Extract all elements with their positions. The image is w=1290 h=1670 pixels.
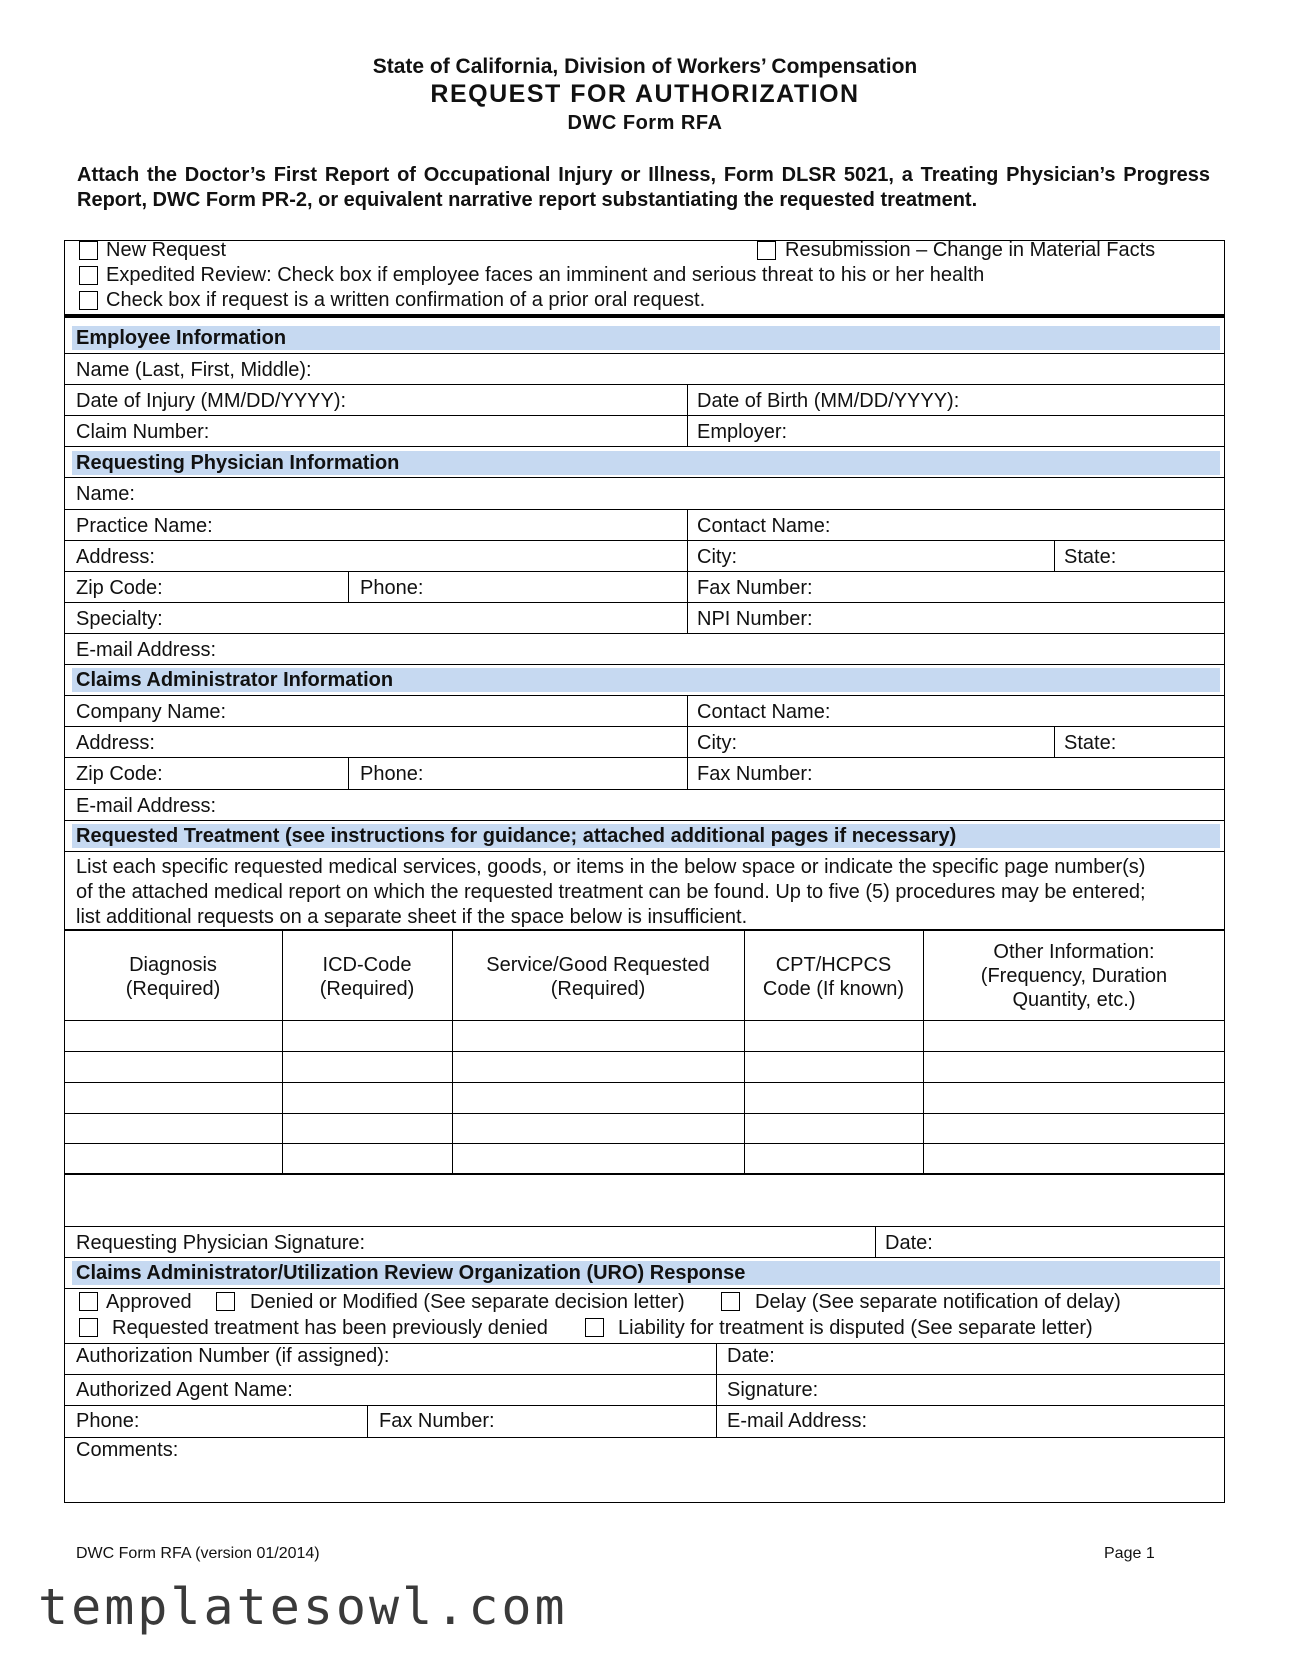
claims-admin-section-header xyxy=(72,668,1220,692)
date-of-injury-field[interactable]: Date of Injury (MM/DD/YYYY): xyxy=(76,390,347,412)
expedited-label: Expedited Review: Check box if employee faces an imminent and serious threat to his or her health xyxy=(106,264,985,286)
table-row-line xyxy=(64,1051,1225,1052)
physician-phone-field[interactable]: Phone: xyxy=(360,577,424,599)
signature-date-field[interactable]: Date: xyxy=(885,1232,933,1254)
row-line xyxy=(64,851,1225,852)
admin-email-field[interactable]: E-mail Address: xyxy=(76,795,217,817)
treatment-instructions-line: of the attached medical report on which the requested treatment can be found. Up to five (5) procedures may be entered; xyxy=(76,881,1146,903)
diagnosis-column-header xyxy=(64,953,282,1001)
row-line xyxy=(64,1288,1225,1289)
col-line xyxy=(875,1226,876,1257)
date-of-birth-field[interactable]: Date of Birth (MM/DD/YYYY): xyxy=(697,390,960,412)
row-line xyxy=(64,384,1225,385)
admin-city-field[interactable]: City: xyxy=(697,732,737,754)
other-info-column-header xyxy=(923,940,1225,1012)
physician-section-header xyxy=(72,451,1220,475)
col-line xyxy=(716,1343,717,1437)
expedited-checkbox[interactable] xyxy=(79,266,98,285)
row-line xyxy=(64,1405,1225,1406)
col-line xyxy=(348,757,349,789)
watermark: templatesowl.com xyxy=(38,1578,568,1636)
physician-fax-field[interactable]: Fax Number: xyxy=(697,577,813,599)
denied-label: Denied or Modified (See separate decision letter) xyxy=(250,1291,685,1313)
row-line xyxy=(64,695,1225,696)
column-header-line: (Frequency, Duration xyxy=(980,965,1168,987)
column-header-line: Quantity, etc.) xyxy=(1012,989,1136,1011)
form-id: DWC Form RFA xyxy=(567,112,723,134)
agent-email-field[interactable]: E-mail Address: xyxy=(727,1410,868,1432)
col-line xyxy=(687,695,688,789)
admin-state-field[interactable]: State: xyxy=(1064,732,1117,754)
admin-phone-field[interactable]: Phone: xyxy=(360,763,424,785)
company-name-field[interactable]: Company Name: xyxy=(76,701,227,723)
practice-name-field[interactable]: Practice Name: xyxy=(76,515,213,537)
employer-field[interactable]: Employer: xyxy=(697,421,788,443)
denied-checkbox[interactable] xyxy=(216,1292,235,1311)
row-line xyxy=(64,664,1225,665)
physician-state-field[interactable]: State: xyxy=(1064,546,1117,568)
employee-section-header xyxy=(72,326,1220,350)
written-confirmation-label: Check box if request is a written confirmation of a prior oral request. xyxy=(106,289,706,311)
treatment-section-header xyxy=(72,824,1220,848)
admin-zip-field[interactable]: Zip Code: xyxy=(76,763,163,785)
row-line xyxy=(64,415,1225,416)
treatment-section-title: Requested Treatment (see instructions for guidance; attached additional pages if necessary) xyxy=(76,825,957,847)
cpt-column-header xyxy=(744,953,923,1001)
admin-contact-name-field[interactable]: Contact Name: xyxy=(697,701,831,723)
npi-number-field[interactable]: NPI Number: xyxy=(697,608,813,630)
row-line xyxy=(64,757,1225,758)
row-line xyxy=(64,1374,1225,1375)
column-header-line: (Required) xyxy=(125,978,221,1000)
column-header-line: Service/Good Requested xyxy=(486,954,710,976)
col-line xyxy=(1054,540,1055,571)
row-line xyxy=(64,477,1225,478)
table-row-line xyxy=(64,1020,1225,1021)
col-line xyxy=(348,571,349,602)
delay-checkbox[interactable] xyxy=(721,1292,740,1311)
agent-signature-field[interactable]: Signature: xyxy=(727,1379,819,1401)
new-request-checkbox[interactable] xyxy=(79,241,98,260)
written-confirmation-checkbox[interactable] xyxy=(79,291,98,310)
physician-name-field[interactable]: Name: xyxy=(76,483,135,505)
claims-admin-section-title: Claims Administrator Information xyxy=(76,669,394,691)
liability-disputed-checkbox[interactable] xyxy=(585,1318,604,1337)
row-line xyxy=(64,446,1225,447)
table-row-line xyxy=(64,1143,1225,1144)
previously-denied-checkbox[interactable] xyxy=(79,1318,98,1337)
column-header-line: (Required) xyxy=(319,978,415,1000)
physician-section-title: Requesting Physician Information xyxy=(76,452,400,474)
admin-fax-field[interactable]: Fax Number: xyxy=(697,763,813,785)
agency-title: State of California, Division of Workers’ Compensation xyxy=(372,55,918,78)
form-version: DWC Form RFA (version 01/2014) xyxy=(76,1545,320,1562)
attach-note: Attach the Doctor’s First Report of Occupational Injury or Illness, Form DLSR 5021, a Treating Physician’s Progress Report, DWC Form PR-2, or equivalent narrative report substantiating the requested treatment. xyxy=(77,164,1210,211)
row-line xyxy=(64,820,1225,821)
resubmission-label: Resubmission – Change in Material Facts xyxy=(785,239,1156,261)
column-header-line: (Required) xyxy=(550,978,646,1000)
treatment-instructions-line: List each specific requested medical services, goods, or items in the below space or indicate the specific page number(s) xyxy=(76,856,1146,878)
response-section-header xyxy=(72,1261,1220,1285)
row-line xyxy=(64,1437,1225,1438)
column-header-line: ICD-Code xyxy=(322,954,412,976)
physician-signature-field[interactable]: Requesting Physician Signature: xyxy=(76,1232,366,1254)
employee-name-field[interactable]: Name (Last, First, Middle): xyxy=(76,359,312,381)
row-line xyxy=(64,1257,1225,1258)
row-line xyxy=(64,571,1225,572)
liability-disputed-label: Liability for treatment is disputed (See separate letter) xyxy=(618,1317,1093,1339)
resubmission-checkbox[interactable] xyxy=(757,241,776,260)
column-header-line: Code (If known) xyxy=(762,978,905,1000)
agent-name-field[interactable]: Authorized Agent Name: xyxy=(76,1379,293,1401)
previously-denied-label: Requested treatment has been previously denied xyxy=(112,1317,548,1339)
row-line xyxy=(64,540,1225,541)
response-date-field[interactable]: Date: xyxy=(727,1345,775,1367)
agent-fax-field[interactable]: Fax Number: xyxy=(379,1410,495,1432)
page-number: Page 1 xyxy=(1104,1545,1155,1562)
service-column-header xyxy=(452,953,744,1001)
physician-city-field[interactable]: City: xyxy=(697,546,737,568)
physician-contact-name-field[interactable]: Contact Name: xyxy=(697,515,831,537)
physician-address-field[interactable]: Address: xyxy=(76,546,155,568)
row-line xyxy=(64,602,1225,603)
approved-checkbox[interactable] xyxy=(79,1292,98,1311)
authorization-number-field[interactable]: Authorization Number (if assigned): xyxy=(76,1345,390,1367)
admin-address-field[interactable]: Address: xyxy=(76,732,155,754)
specialty-field[interactable]: Specialty: xyxy=(76,608,163,630)
new-request-label: New Request xyxy=(106,239,227,261)
delay-label: Delay (See separate notification of delay) xyxy=(755,1291,1121,1313)
response-section-title: Claims Administrator/Utilization Review Organization (URO) Response xyxy=(76,1262,746,1284)
form-title: REQUEST FOR AUTHORIZATION xyxy=(430,80,860,108)
agent-phone-field[interactable]: Phone: xyxy=(76,1410,140,1432)
physician-zip-field[interactable]: Zip Code: xyxy=(76,577,163,599)
table-row-line xyxy=(64,1082,1225,1083)
col-line xyxy=(367,1405,368,1437)
row-line xyxy=(64,353,1225,354)
table-top-border xyxy=(64,929,1225,931)
table-bottom-border xyxy=(64,1173,1225,1175)
column-header-line: CPT/HCPCS xyxy=(775,954,892,976)
row-line xyxy=(64,1226,1225,1227)
table-row-line xyxy=(64,1113,1225,1114)
column-header-line: Other Information: xyxy=(993,941,1155,963)
approved-label: Approved xyxy=(106,1291,192,1313)
employee-section-title: Employee Information xyxy=(76,327,287,349)
comments-field[interactable]: Comments: xyxy=(76,1439,179,1461)
row-line xyxy=(64,726,1225,727)
section-divider xyxy=(64,314,1225,318)
treatment-instructions-line: list additional requests on a separate sheet if the space below is insufficient. xyxy=(76,906,748,928)
row-line xyxy=(64,789,1225,790)
claim-number-field[interactable]: Claim Number: xyxy=(76,421,210,443)
column-header-line: Diagnosis xyxy=(129,954,217,976)
row-line xyxy=(64,633,1225,634)
row-line xyxy=(64,509,1225,510)
icd-code-column-header xyxy=(282,953,452,1001)
physician-email-field[interactable]: E-mail Address: xyxy=(76,639,217,661)
col-line xyxy=(1054,726,1055,757)
